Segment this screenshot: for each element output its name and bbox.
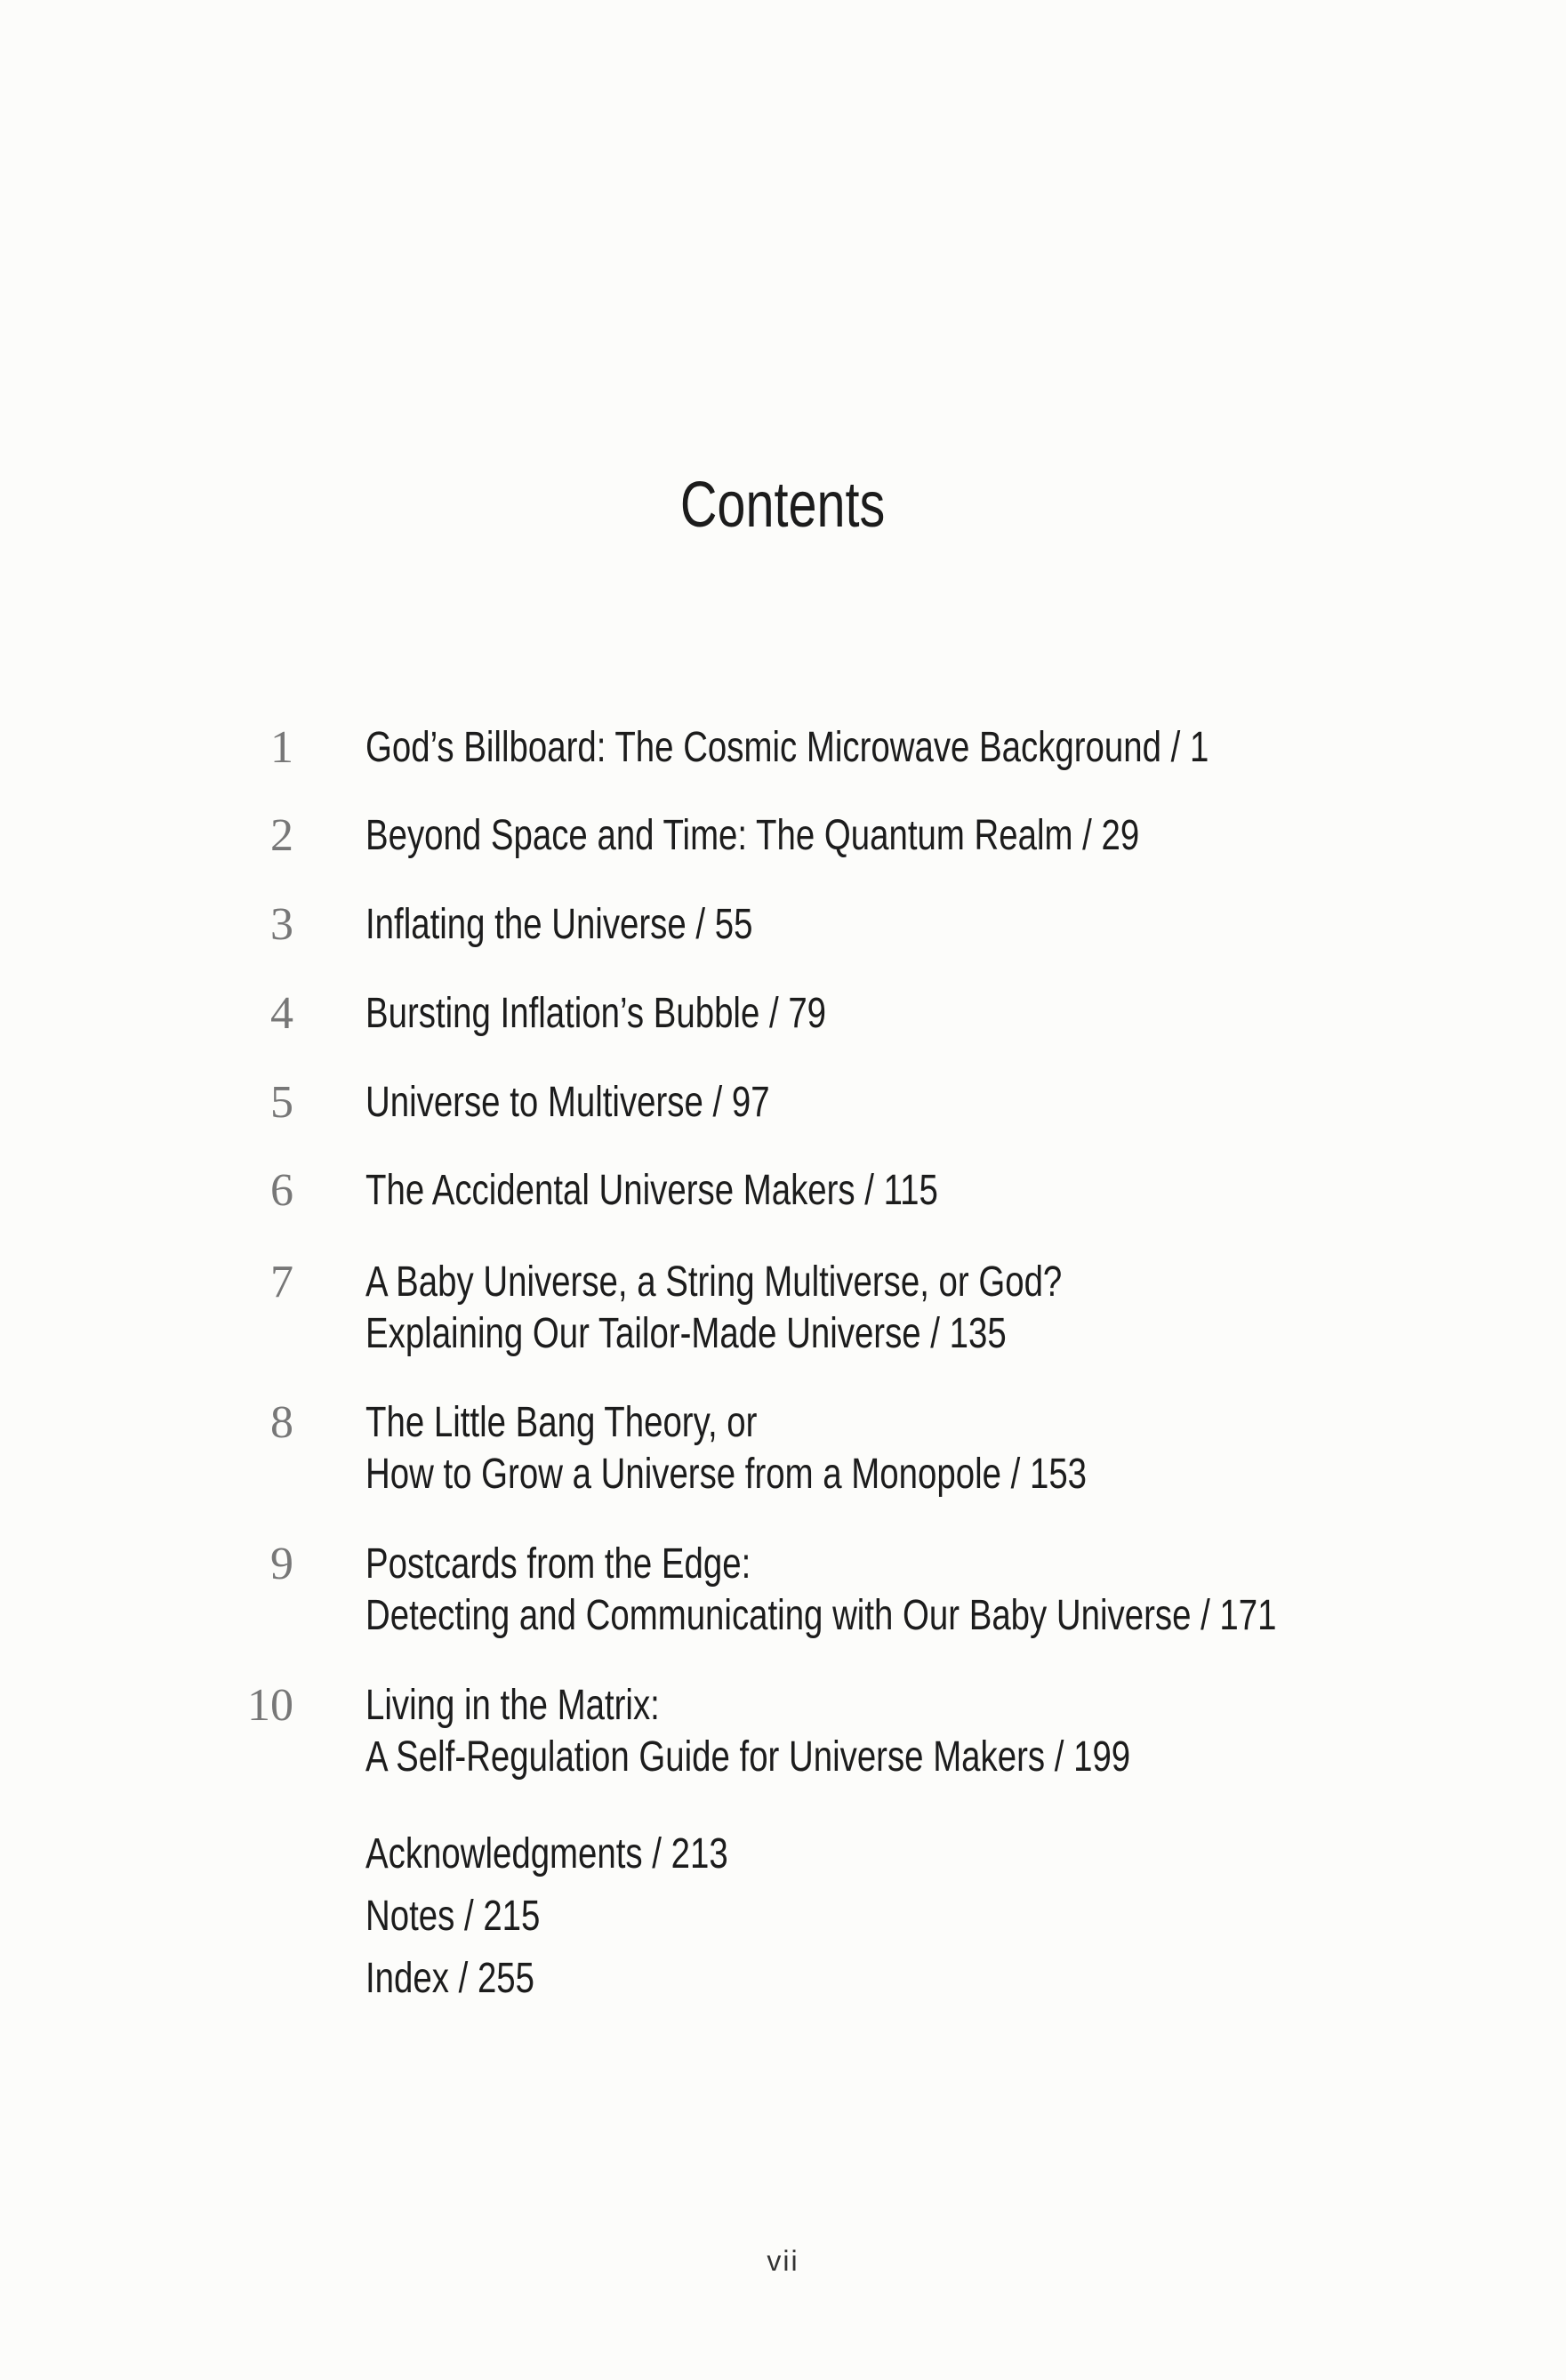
chapter-title[interactable]: The Little Bang Theory, or [365, 1399, 758, 1446]
chapter-number: 2 [270, 810, 293, 861]
chapter-number: 1 [270, 722, 293, 773]
chapter-title[interactable]: Postcards from the Edge: [365, 1540, 751, 1588]
page-number: vii [767, 2245, 799, 2277]
chapter-title[interactable]: Universe to Multiverse / 97 [365, 1079, 770, 1126]
chapter-title[interactable]: Beyond Space and Time: The Quantum Realm / 29 [365, 812, 1140, 859]
chapter-subtitle[interactable]: A Self-Regulation Guide for Universe Makers / 199 [365, 1733, 1131, 1781]
chapter-number: 4 [270, 988, 293, 1039]
chapter-number: 5 [270, 1077, 293, 1128]
chapter-subtitle[interactable]: Explaining Our Tailor-Made Universe / 135 [365, 1310, 1007, 1357]
chapter-title[interactable]: The Accidental Universe Makers / 115 [365, 1167, 938, 1214]
chapter-subtitle[interactable]: How to Grow a Universe from a Monopole / 153 [365, 1451, 1088, 1498]
chapter-number: 6 [270, 1165, 293, 1216]
chapter-title[interactable]: Living in the Matrix: [365, 1682, 660, 1729]
chapter-number: 10 [247, 1680, 293, 1731]
chapter-number: 3 [270, 899, 293, 950]
chapter-title[interactable]: Inflating the Universe / 55 [365, 901, 753, 948]
back-matter-item[interactable]: Index / 255 [365, 1955, 535, 2002]
page-title [0, 470, 1566, 541]
chapter-number: 8 [270, 1397, 293, 1448]
chapter-title[interactable]: A Baby Universe, a String Multiverse, or God? [365, 1258, 1063, 1306]
chapter-number: 7 [270, 1257, 293, 1307]
chapter-number: 9 [270, 1539, 293, 1589]
title-text: Contents [680, 470, 886, 541]
back-matter-item[interactable]: Notes / 215 [365, 1893, 541, 1940]
back-matter-item[interactable]: Acknowledgments / 213 [365, 1830, 728, 1877]
chapter-title[interactable]: Bursting Inflation’s Bubble / 79 [365, 990, 827, 1037]
chapter-title[interactable]: God’s Billboard: The Cosmic Microwave Background / 1 [365, 724, 1209, 771]
chapter-subtitle[interactable]: Detecting and Communicating with Our Baby Universe / 171 [365, 1592, 1277, 1639]
